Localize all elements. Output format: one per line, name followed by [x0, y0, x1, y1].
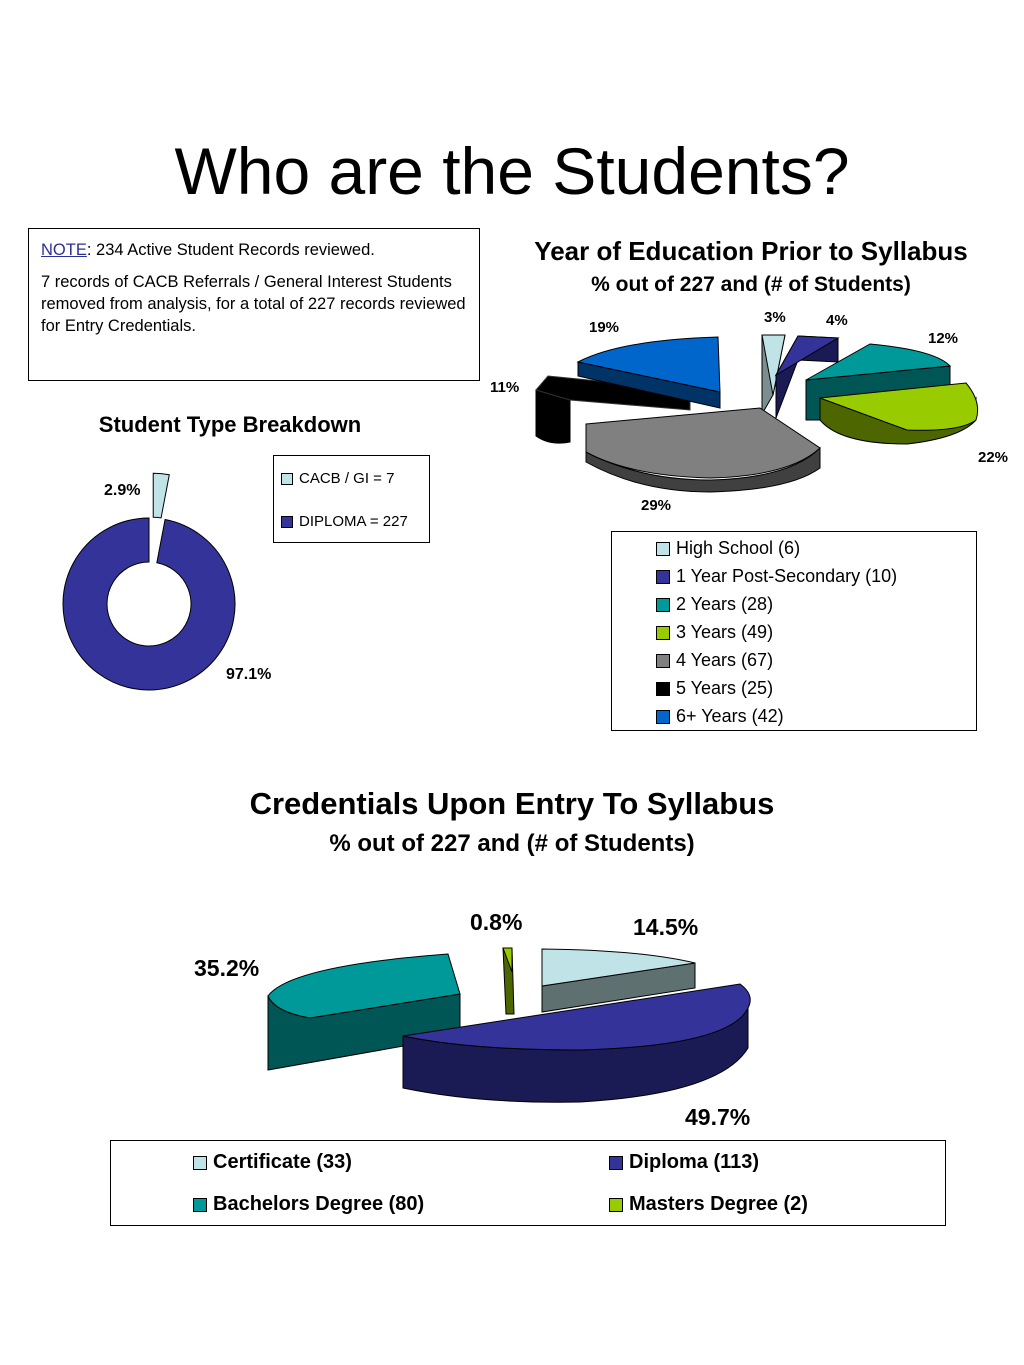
legend-label-diploma-cred: Diploma (113): [629, 1151, 760, 1173]
legend-label-masters: Masters Degree (2): [629, 1193, 808, 1215]
legend-item-masters: [609, 1193, 808, 1216]
label-high-school: 3%: [764, 309, 786, 326]
legend-label-bachelors: Bachelors Degree (80): [213, 1193, 425, 1215]
note-text: : 234 Active Student Records reviewed.: [86, 241, 375, 259]
legend-swatch-masters: [609, 1198, 623, 1212]
legend-label-6-years: 6+ Years (42): [676, 706, 784, 726]
legend-swatch-diploma-cred: [609, 1156, 623, 1170]
label-2-years: 12%: [928, 330, 959, 347]
legend-label-certificate: Certificate (33): [213, 1151, 352, 1173]
label-bachelors: 35.2%: [194, 955, 260, 981]
donut-label-diploma: 97.1%: [226, 666, 272, 683]
legend-label-1-year: 1 Year Post-Secondary (10): [676, 566, 898, 586]
label-1-year: 4%: [826, 312, 848, 329]
legend-label-2-years: 2 Years (28): [676, 594, 774, 614]
label-3-years: 22%: [978, 449, 1009, 466]
label-4-years: 29%: [641, 497, 672, 514]
legend-label-4-years: 4 Years (67): [676, 650, 774, 670]
label-6-years: 19%: [589, 319, 620, 336]
donut-label-cacb: 2.9%: [104, 482, 141, 499]
note-line-2: 7 records of CACB Referrals / General Interest Students removed from analysis, for a total of 227 records reviewed for Entry Credentials.: [41, 273, 466, 335]
credentials-subtitle: % out of 227 and (# of Students): [329, 830, 695, 857]
credentials-title: Credentials Upon Entry To Syllabus: [249, 786, 775, 821]
label-diploma: 49.7%: [685, 1104, 751, 1130]
legend-label-5-years: 5 Years (25): [676, 678, 774, 698]
legend-swatch-certificate: [193, 1156, 207, 1170]
label-masters: 0.8%: [470, 909, 523, 935]
legend-label-3-years: 3 Years (49): [676, 622, 774, 642]
year-education-title: Year of Education Prior to Syllabus: [534, 236, 968, 266]
legend-item-diploma-cred: [609, 1151, 759, 1174]
student-type-title: Student Type Breakdown: [98, 412, 362, 437]
year-education-subtitle: % out of 227 and (# of Students): [591, 273, 911, 296]
label-certificate: 14.5%: [633, 914, 699, 940]
label-5-years: 11%: [490, 379, 520, 396]
note-label: NOTE: [41, 241, 87, 259]
legend-label-cacb: CACB / GI = 7: [299, 470, 395, 487]
legend-swatch-bachelors: [193, 1198, 207, 1212]
legend-label-high-school: High School (6): [676, 538, 801, 558]
page-title: Who are the Students?: [174, 134, 850, 208]
legend-item-bachelors: [193, 1193, 424, 1216]
legend-item-certificate: [193, 1151, 352, 1174]
legend-label-diploma: DIPLOMA = 227: [299, 513, 408, 530]
credentials-legend: [110, 1140, 946, 1226]
